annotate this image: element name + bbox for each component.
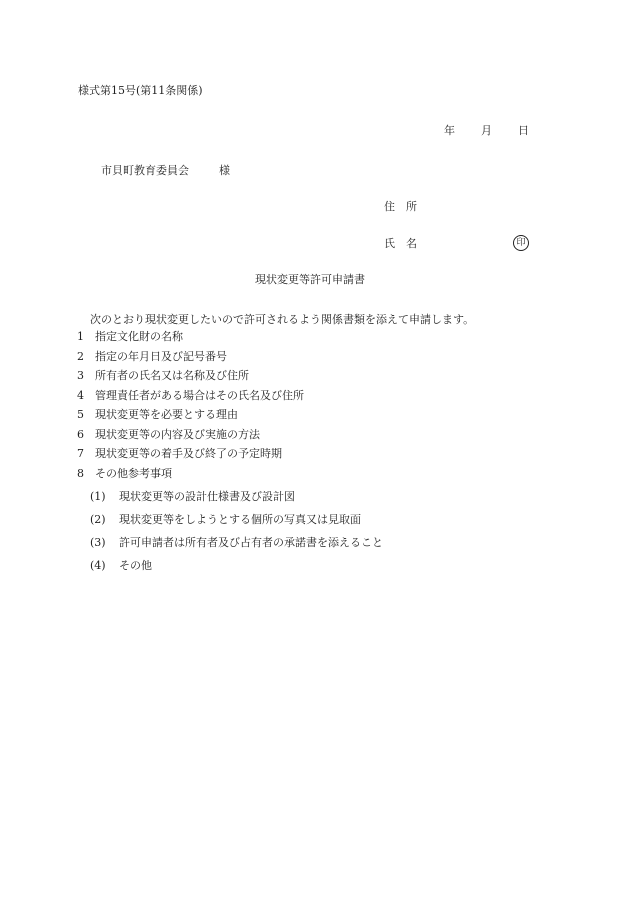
intro-text: 次のとおり現状変更したいので許可されるよう関係書類を添えて申請します。	[90, 313, 475, 326]
list-item	[77, 408, 383, 428]
list-item	[77, 467, 383, 582]
addressee	[101, 164, 230, 178]
item-number: 2	[77, 349, 84, 363]
list-item	[77, 369, 383, 389]
item-number: 3	[77, 369, 84, 382]
sub-list-item	[77, 536, 383, 559]
date-line	[444, 124, 529, 138]
applicant-address-label: 住 所	[384, 200, 417, 213]
item-text: 現状変更等の着手及び終了の予定時期	[95, 447, 282, 460]
date-year-label: 年	[444, 124, 455, 137]
item-text: 現状変更等を必要とする理由	[95, 408, 238, 421]
item-text: 指定の年月日及び記号番号	[95, 349, 227, 363]
sub-item-text: 現状変更等をしようとする個所の写真又は見取面	[119, 512, 361, 526]
item-number: 1	[77, 330, 84, 343]
item-number: 7	[77, 447, 84, 460]
item-number: 4	[77, 388, 84, 402]
item-text: 指定文化財の名称	[95, 330, 183, 343]
addressee-honorific: 様	[219, 164, 230, 177]
sub-item-number: (2)	[90, 512, 106, 526]
list-item	[77, 330, 383, 350]
list-item	[77, 389, 383, 409]
sub-list-item	[77, 490, 383, 513]
sub-list-item	[77, 559, 383, 582]
sub-item-text: その他	[119, 558, 152, 572]
sub-list-item	[77, 513, 383, 536]
addressee-name: 市貝町教育委員会	[101, 164, 189, 177]
sub-item-number: (3)	[90, 535, 106, 549]
item-text: 管理責任者がある場合はその氏名及び住所	[95, 388, 304, 402]
list-item	[77, 447, 383, 467]
item-number: 8	[77, 466, 84, 480]
sub-item-list	[77, 490, 383, 582]
sub-item-text: 現状変更等の設計仕様書及び設計図	[119, 489, 295, 503]
item-text: その他参考事項	[95, 466, 172, 480]
list-item	[77, 350, 383, 370]
list-item	[77, 428, 383, 448]
applicant-name-label: 氏 名	[384, 237, 417, 250]
item-number: 5	[77, 408, 84, 421]
date-day-label: 日	[518, 124, 529, 137]
form-number: 様式第15号(第11条関係)	[78, 84, 203, 97]
item-list	[77, 330, 383, 582]
date-month-label: 月	[481, 124, 492, 137]
item-number: 6	[77, 427, 84, 441]
seal-mark: 印	[513, 235, 529, 251]
sub-item-text: 許可申請者は所有者及び占有者の承諾書を添えること	[119, 535, 383, 549]
sub-item-number: (1)	[90, 489, 106, 503]
item-text: 所有者の氏名又は名称及び住所	[95, 369, 249, 382]
document-title: 現状変更等許可申請書	[255, 273, 365, 286]
item-text: 現状変更等の内容及び実施の方法	[95, 427, 260, 441]
sub-item-number: (4)	[90, 558, 106, 572]
